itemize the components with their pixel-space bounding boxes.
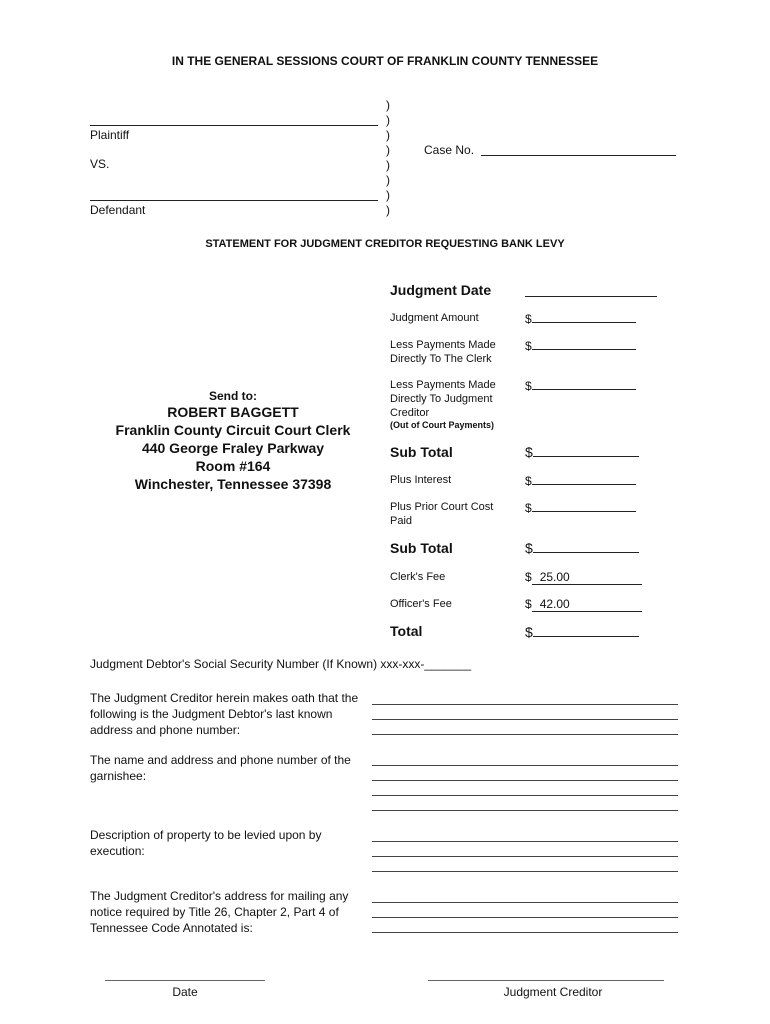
court-title: IN THE GENERAL SESSIONS COURT OF FRANKLIN COUNTY TENNESSEE [171, 54, 599, 68]
dollar-sign: $ [525, 339, 532, 353]
send-to-label: Send to: [209, 389, 257, 403]
caption-paren: ) [386, 173, 390, 187]
judgment-creditor-label: Judgment Creditor [503, 985, 603, 999]
creditor-signature-line[interactable] [428, 980, 664, 981]
case-no-field[interactable] [481, 155, 676, 156]
plus-prior-cost-label: Plus Prior Court Cost Paid [390, 501, 494, 527]
out-of-court-note: (Out of Court Payments) [390, 420, 495, 430]
clerks-fee-label: Clerk's Fee [390, 571, 446, 583]
sub-total-2-field[interactable] [525, 540, 639, 556]
case-no-label: Case No. [424, 143, 475, 157]
dollar-sign: $ [525, 379, 532, 393]
judgment-amount-field[interactable] [525, 311, 636, 326]
less-payments-creditor-label: Less Payments Made Directly To Judgment Creditor [390, 379, 496, 419]
dollar-sign: $ [525, 474, 532, 488]
clerk-name: ROBERT BAGGETT [167, 404, 299, 420]
dollar-sign: $ [525, 444, 533, 460]
defendant-line[interactable] [90, 200, 378, 201]
property-line[interactable] [372, 871, 678, 872]
property-line[interactable] [372, 841, 678, 842]
date-signature-line[interactable] [105, 980, 265, 981]
caption-paren: ) [386, 143, 390, 157]
officers-fee-label: Officer's Fee [390, 598, 452, 610]
vs-label: VS. [90, 157, 110, 171]
less-payments-clerk-label: Less Payments Made Directly To The Clerk [390, 339, 496, 365]
garnishee-line[interactable] [372, 795, 678, 796]
sub-total-1-field[interactable] [525, 444, 639, 460]
defendant-label: Defendant [90, 203, 146, 217]
plus-interest-label: Plus Interest [390, 474, 452, 486]
debtor-address-text: The Judgment Creditor herein makes oath that the following is the Judgment Debtor's last known address and phone number: [90, 691, 359, 737]
less-payments-clerk-field[interactable] [525, 338, 636, 353]
sub-total-1-label: Sub Total [390, 444, 453, 460]
creditor-address-line[interactable] [372, 917, 678, 918]
judgment-date-label: Judgment Date [390, 282, 492, 298]
caption-paren: ) [386, 98, 390, 112]
caption-paren: ) [386, 128, 390, 142]
less-payments-creditor-field[interactable] [525, 378, 636, 393]
creditor-address-line[interactable] [372, 902, 678, 903]
caption-paren: ) [386, 188, 390, 202]
dollar-sign: $ [525, 540, 533, 556]
dollar-sign: $ [525, 624, 533, 640]
caption-paren: ) [386, 158, 390, 172]
plus-interest-field[interactable] [525, 473, 636, 488]
debtor-address-line[interactable] [372, 719, 678, 720]
sub-total-2-label: Sub Total [390, 540, 453, 556]
dollar-sign: $ [525, 501, 532, 515]
garnishee-line[interactable] [372, 780, 678, 781]
debtor-address-line[interactable] [372, 704, 678, 705]
clerks-fee-field [525, 570, 642, 585]
dollar-sign: $ [525, 597, 532, 611]
garnishee-line[interactable] [372, 810, 678, 811]
creditor-address-text: The Judgment Creditor's address for mailing any notice required by Title 26, Chapter 2, Part 4 of Tennessee Code Annotated is: [90, 889, 349, 935]
caption-paren: ) [386, 113, 390, 127]
caption-paren: ) [386, 203, 390, 217]
officers-fee-field [525, 597, 642, 612]
judgment-amount-label: Judgment Amount [390, 312, 479, 324]
creditor-address-line[interactable] [372, 932, 678, 933]
property-text: Description of property to be levied upon by execution: [90, 828, 322, 858]
property-line[interactable] [372, 856, 678, 857]
plaintiff-line[interactable] [90, 125, 378, 126]
statement-title: STATEMENT FOR JUDGMENT CREDITOR REQUESTING BANK LEVY [205, 238, 565, 250]
garnishee-line[interactable] [372, 765, 678, 766]
plus-prior-cost-field[interactable] [525, 500, 636, 515]
total-label: Total [390, 623, 423, 639]
garnishee-text: The name and address and phone number of the garnishee: [90, 753, 351, 783]
total-field[interactable] [525, 624, 639, 640]
plaintiff-label: Plaintiff [90, 128, 130, 142]
debtor-address-line[interactable] [372, 734, 678, 735]
dollar-sign: $ [525, 312, 532, 326]
clerks-fee-value: 25.00 [532, 571, 642, 585]
dollar-sign: $ [525, 570, 532, 584]
clerk-city: Winchester, Tennessee 37398 [134, 476, 332, 492]
clerk-room: Room #164 [195, 458, 271, 474]
date-label: Date [172, 985, 198, 999]
judgment-date-field[interactable] [525, 296, 657, 297]
clerk-office: Franklin County Circuit Court Clerk [115, 422, 351, 438]
clerk-street: 440 George Fraley Parkway [141, 440, 325, 456]
ssn-line[interactable]: Judgment Debtor's Social Security Number (If Known) xxx-xxx-_______ [90, 657, 472, 671]
officers-fee-value: 42.00 [532, 598, 642, 612]
